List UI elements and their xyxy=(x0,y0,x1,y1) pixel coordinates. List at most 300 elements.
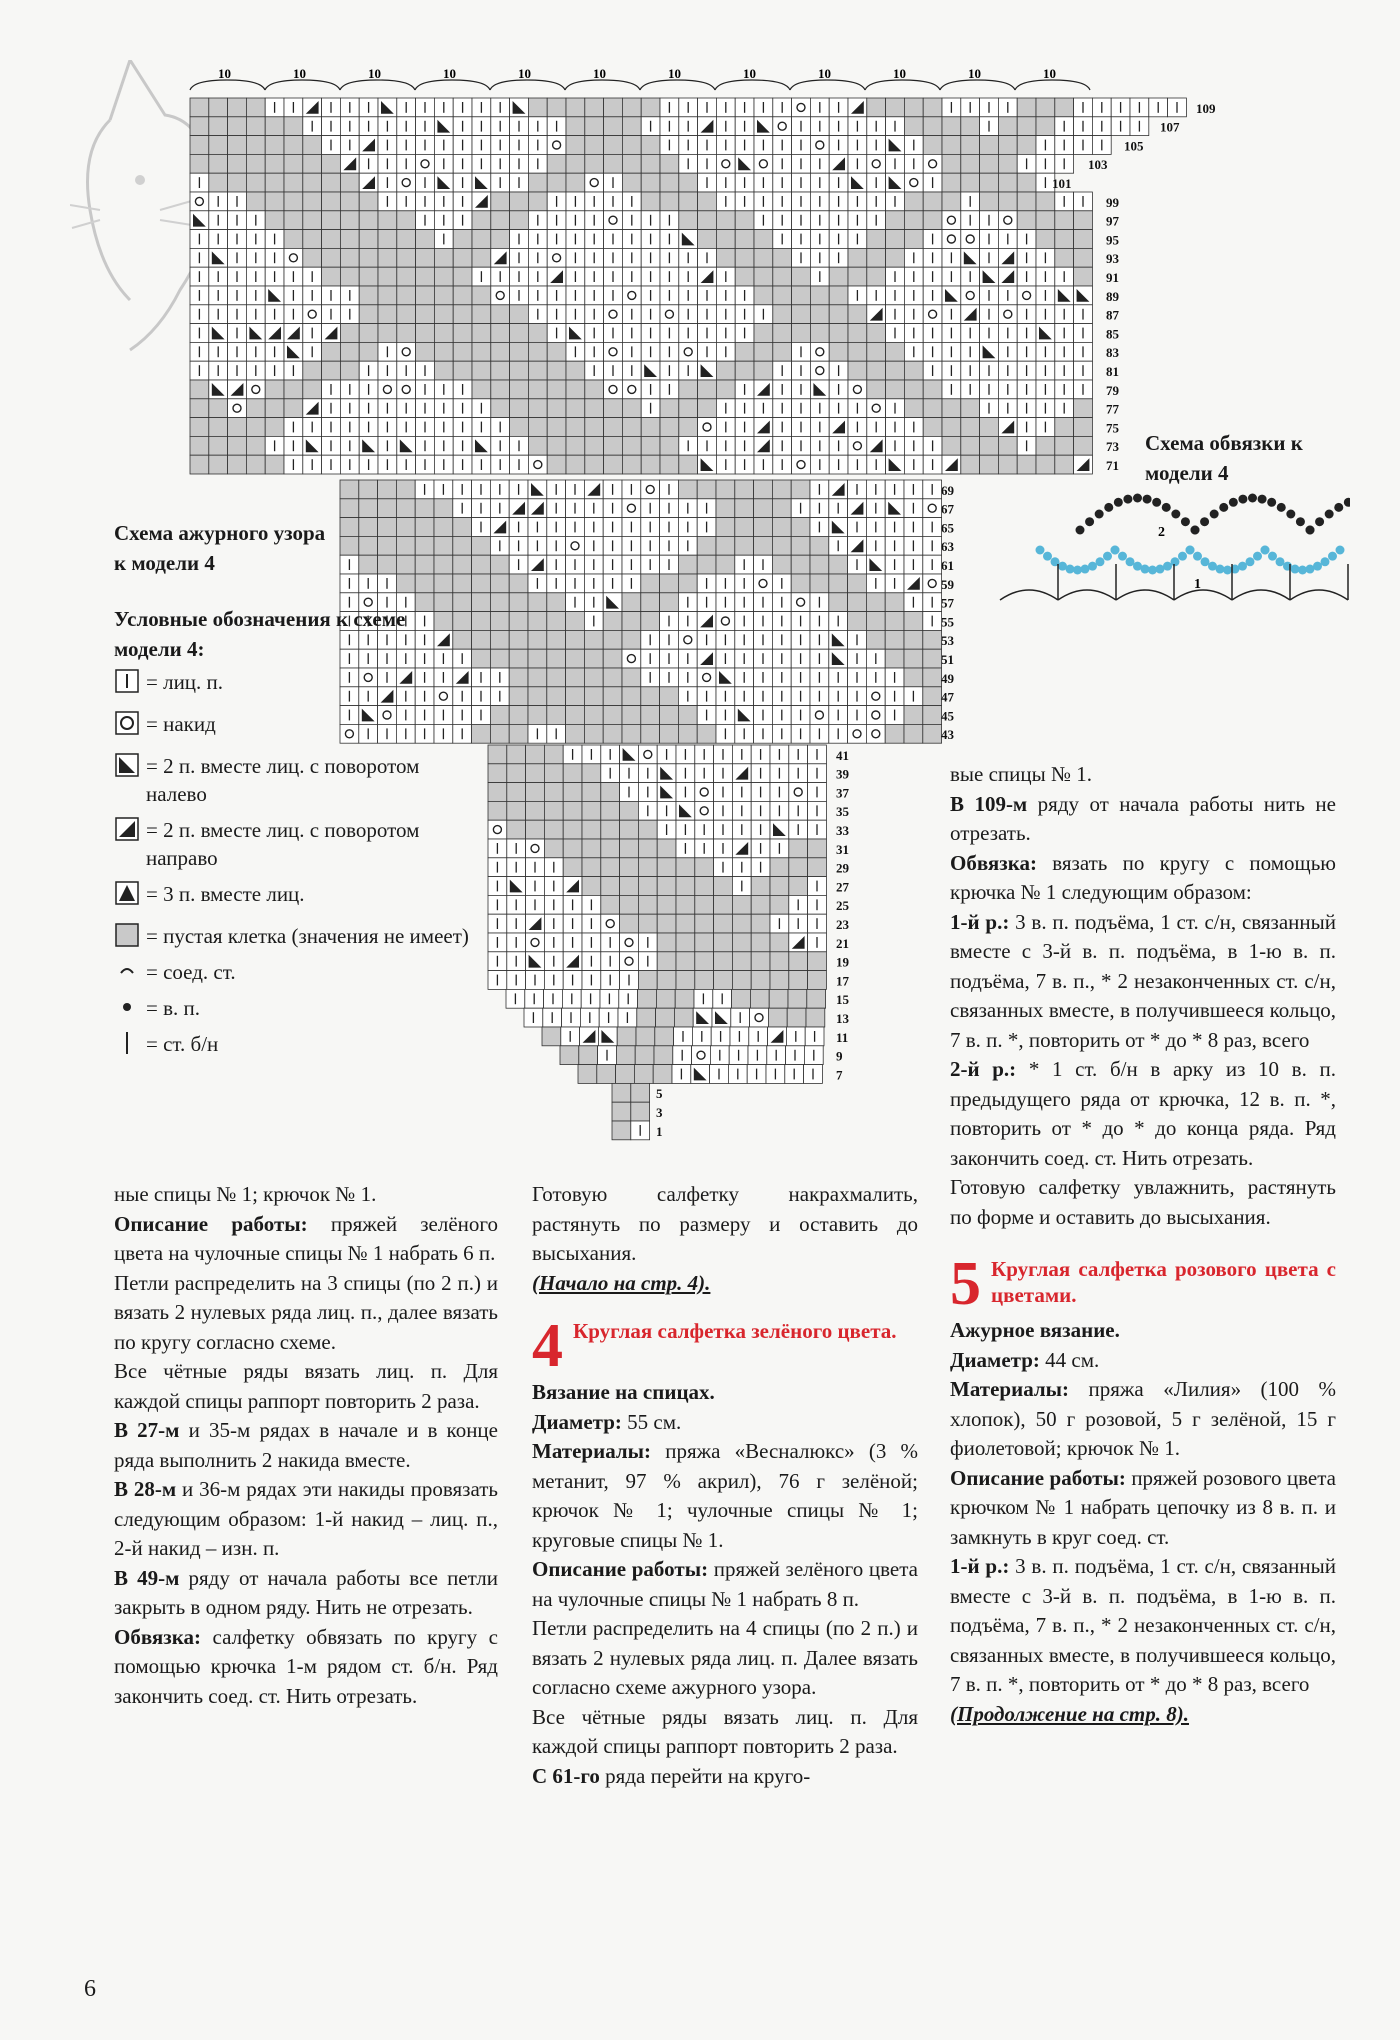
paragraph: В 28-м и 36-м рядах эти накиды провязать следующим образом: 1-й накид – лиц. п., 2-й накид – изн. п. xyxy=(114,1477,498,1560)
chart-cell xyxy=(622,136,641,155)
chart-cell xyxy=(792,98,811,117)
chart-cell xyxy=(754,230,773,249)
chart-cell xyxy=(998,192,1017,211)
chart-cell xyxy=(544,783,563,802)
legend-item xyxy=(114,958,474,986)
row-number-label: 25 xyxy=(836,898,849,914)
model-title: Круглая салфетка зелёного цвета. xyxy=(573,1319,897,1343)
chart-cell xyxy=(453,248,472,267)
chart-cell xyxy=(716,499,735,518)
chart-cell xyxy=(359,499,378,518)
chart-cell xyxy=(601,877,620,896)
chart-cell xyxy=(885,612,904,631)
chart-cell xyxy=(679,173,698,192)
chart-cell xyxy=(770,820,789,839)
chart-cell xyxy=(488,745,507,764)
chart-cell xyxy=(547,593,566,612)
chart-cell xyxy=(697,668,716,687)
chart-cell xyxy=(829,324,848,343)
chart-cell xyxy=(265,399,284,418)
chart-cell xyxy=(434,267,453,286)
chart-cell xyxy=(510,324,529,343)
chart-cell xyxy=(547,98,566,117)
chart-cell xyxy=(246,117,265,136)
chart-cell xyxy=(732,933,751,952)
chart-cell xyxy=(491,286,510,305)
chart-cell xyxy=(810,536,829,555)
row-number-label: 13 xyxy=(836,1011,849,1026)
chart-cell xyxy=(378,230,397,249)
chart-cell xyxy=(1017,117,1036,136)
chart-cell xyxy=(528,173,547,192)
row-number-label: 51 xyxy=(941,652,954,667)
chart-cell xyxy=(923,305,942,324)
chart-cell xyxy=(791,574,810,593)
chart-cell xyxy=(340,154,359,173)
chart-cell xyxy=(942,173,961,192)
chart-cell xyxy=(547,612,566,631)
chart-cell xyxy=(397,380,416,399)
chart-cell xyxy=(660,706,679,725)
chart-cell xyxy=(1074,248,1093,267)
chart-cell xyxy=(303,154,322,173)
chart-cell xyxy=(582,839,601,858)
chart-cell xyxy=(340,499,359,518)
chart-cell xyxy=(867,361,886,380)
chain-stitch-mark xyxy=(1036,546,1045,555)
slip-stitch-mark xyxy=(1058,590,1116,600)
chart-cell xyxy=(472,361,491,380)
chart-cell xyxy=(773,305,792,324)
chart-cell xyxy=(735,480,754,499)
chart-cell xyxy=(582,783,601,802)
chart-cell xyxy=(284,399,303,418)
chart-cell xyxy=(603,612,622,631)
chart-cell xyxy=(810,574,829,593)
row-number-label: 85 xyxy=(1106,326,1119,342)
paragraph: В 49-м ряду от начала работы все петли закрыть в одном ряду. Нить не отрезать. xyxy=(114,1565,499,1619)
chart-cell xyxy=(566,436,585,455)
chart-cell xyxy=(735,518,754,537)
chart-cell xyxy=(620,895,639,914)
chart-cell xyxy=(1055,248,1074,267)
chart-cell xyxy=(980,436,999,455)
chart-cell xyxy=(695,914,714,933)
chain-stitch-mark xyxy=(1328,552,1337,561)
chart-cell xyxy=(340,342,359,361)
chart-cell xyxy=(603,724,622,743)
continuation-link[interactable]: (Начало на стр. 4). xyxy=(532,1270,711,1295)
chart-cell xyxy=(886,342,905,361)
chart-cell xyxy=(885,593,904,612)
chart-cell xyxy=(792,286,811,305)
row-number-label: 95 xyxy=(1106,232,1119,248)
legend-text: = 2 п. вместе лиц. с поворотом направо xyxy=(146,818,420,870)
row-number-label: 87 xyxy=(1106,307,1119,323)
row-number-label: 29 xyxy=(836,860,849,876)
chart-cell xyxy=(566,536,585,555)
chain-stitch-mark xyxy=(1238,562,1247,571)
edging-chain-row-1 xyxy=(1036,546,1345,575)
technique: Вязание на спицах. xyxy=(532,1380,715,1404)
chain-stitch-mark xyxy=(1261,546,1270,555)
chart-cell xyxy=(866,724,885,743)
chart-cell xyxy=(340,518,359,537)
text-column-1 xyxy=(114,1180,498,1711)
paragraph: Петли распределить на 3 спицы (по 2 п.) и вязать 2 нулевых ряда лиц. п., далее вязать по кругу согласно схеме. xyxy=(114,1270,498,1354)
chain-stitch-mark xyxy=(1085,517,1094,526)
chain-stitch-mark xyxy=(1114,498,1123,507)
chart-cell xyxy=(848,574,867,593)
chain-stitch-mark xyxy=(1103,552,1112,561)
chart-cell xyxy=(526,745,545,764)
chart-cell xyxy=(528,455,547,474)
chart-cell xyxy=(697,555,716,574)
chart-cell xyxy=(622,649,641,668)
chart-cell xyxy=(641,593,660,612)
chain-stitch-mark xyxy=(1313,562,1322,571)
chart-cell xyxy=(453,230,472,249)
chart-cell xyxy=(867,248,886,267)
chart-cell xyxy=(566,154,585,173)
row-number-label: 55 xyxy=(941,614,954,630)
chart-cell xyxy=(848,380,867,399)
chart-cell xyxy=(657,839,676,858)
chart-cell xyxy=(773,324,792,343)
chart-cell xyxy=(810,342,829,361)
row-number-label: 67 xyxy=(941,501,954,517)
chain-stitch-mark xyxy=(1181,517,1190,526)
chart-cell xyxy=(732,895,751,914)
chart-cell xyxy=(563,820,582,839)
chart-cell xyxy=(904,724,923,743)
chart-cell xyxy=(601,783,620,802)
chart-cell xyxy=(322,230,341,249)
chart-title: Схема ажурного узора к модели 4 xyxy=(114,521,326,575)
chart-cell xyxy=(491,248,510,267)
chart-cell xyxy=(791,555,810,574)
chart-cell xyxy=(656,989,675,1008)
chart-cell xyxy=(322,267,341,286)
chart-cell xyxy=(322,361,341,380)
chart-cell xyxy=(507,745,526,764)
chart-cell xyxy=(698,380,717,399)
chart-cell xyxy=(1055,211,1074,230)
chart-cell xyxy=(1017,455,1036,474)
chart-cell xyxy=(228,173,247,192)
chart-cell xyxy=(657,933,676,952)
chain-stitch-mark xyxy=(1162,503,1171,512)
row-number-label: 49 xyxy=(941,670,954,686)
chart-cell xyxy=(660,593,679,612)
chart-cell xyxy=(378,555,397,574)
chart-cell xyxy=(641,455,660,474)
chart-cell xyxy=(732,952,751,971)
chart-cell xyxy=(773,117,792,136)
chart-cell xyxy=(190,117,209,136)
ruler-tick-label: 10 xyxy=(593,66,606,81)
chart-cell xyxy=(810,555,829,574)
chart-cell xyxy=(923,98,942,117)
chart-cell xyxy=(904,192,923,211)
chart-cell xyxy=(1055,286,1074,305)
chart-cell xyxy=(378,211,397,230)
chart-cell xyxy=(359,480,378,499)
chart-cell xyxy=(612,1121,631,1140)
chart-cell xyxy=(714,914,733,933)
chart-cell xyxy=(472,342,491,361)
chart-cell xyxy=(528,192,547,211)
ruler-tick-label: 10 xyxy=(368,66,381,81)
chart-cell xyxy=(488,820,507,839)
chart-cell xyxy=(528,361,547,380)
row-number-label: 39 xyxy=(836,766,849,782)
chart-cell xyxy=(579,1046,598,1065)
chart-cell xyxy=(660,455,679,474)
chart-cell xyxy=(641,173,660,192)
chart-cell xyxy=(359,555,378,574)
chart-cell xyxy=(961,436,980,455)
chart-cell xyxy=(378,536,397,555)
text-column-3 xyxy=(950,760,1336,1729)
chart-cell xyxy=(396,555,415,574)
chart-cell xyxy=(547,154,566,173)
chart-cell xyxy=(848,324,867,343)
chart-cell xyxy=(526,783,545,802)
chart-cell xyxy=(620,839,639,858)
chart-cell xyxy=(638,914,657,933)
chart-cell xyxy=(453,267,472,286)
chart-cell xyxy=(397,267,416,286)
chart-cell xyxy=(526,952,545,971)
chart-cell xyxy=(1017,173,1036,192)
legend-item xyxy=(114,1030,474,1058)
chart-cell xyxy=(209,418,228,437)
chart-cell xyxy=(848,305,867,324)
chart-cell xyxy=(622,399,641,418)
chart-cell xyxy=(303,230,322,249)
chart-cell xyxy=(490,593,509,612)
chart-cell xyxy=(566,612,585,631)
row-number-label: 63 xyxy=(941,539,954,555)
chart-cell xyxy=(340,536,359,555)
chain-stitch-mark xyxy=(1344,498,1350,507)
chart-cell xyxy=(340,267,359,286)
chart-cell xyxy=(604,305,623,324)
chart-cell xyxy=(772,499,791,518)
chart-cell xyxy=(434,248,453,267)
chart-cell xyxy=(563,858,582,877)
chart-cell xyxy=(638,989,657,1008)
chart-cell xyxy=(604,436,623,455)
chart-cell xyxy=(322,173,341,192)
chart-cell xyxy=(434,518,453,537)
chart-cell xyxy=(617,1027,636,1046)
chart-cell xyxy=(322,192,341,211)
continuation-link[interactable]: (Продолжение на стр. 8). xyxy=(950,1701,1189,1726)
chart-cell xyxy=(641,724,660,743)
chart-cell xyxy=(528,668,547,687)
chart-cell xyxy=(544,801,563,820)
chart-cell xyxy=(396,518,415,537)
chain-stitch-mark xyxy=(1193,552,1202,561)
chart-cell xyxy=(1074,418,1093,437)
row-number-label: 37 xyxy=(836,785,849,801)
paragraph: Описание работы: пряжей зелёного цвета на чулочные спицы № 1 набрать 6 п. xyxy=(114,1211,499,1265)
legend-text: = 3 п. вместе лиц. xyxy=(146,882,305,906)
chart-cell xyxy=(616,1065,635,1084)
chart-cell xyxy=(507,820,526,839)
chart-cell xyxy=(620,820,639,839)
chart-cell xyxy=(416,324,435,343)
chart-cell xyxy=(638,895,657,914)
chart-cell xyxy=(980,455,999,474)
chart-cell xyxy=(507,783,526,802)
chart-cell xyxy=(284,117,303,136)
chart-cell xyxy=(547,173,566,192)
chart-cell xyxy=(1036,117,1055,136)
chart-cell xyxy=(1036,211,1055,230)
chart-cell xyxy=(190,192,209,211)
chart-cell xyxy=(867,267,886,286)
chart-cell xyxy=(654,1046,673,1065)
paragraph: Готовую салфетку увлажнить, растянуть по форме и оставить до высыхания. xyxy=(950,1175,1336,1229)
chart-cell xyxy=(472,649,491,668)
row-number-label: 1 xyxy=(656,1123,663,1139)
chart-cell xyxy=(714,971,733,990)
chart-cell xyxy=(434,305,453,324)
legend-text: = накид xyxy=(146,712,216,736)
chain-stitch-mark xyxy=(1219,503,1228,512)
chart-cell xyxy=(904,117,923,136)
chart-cell xyxy=(265,192,284,211)
chain-stitch-mark xyxy=(1171,557,1180,566)
chart-cell xyxy=(1074,230,1093,249)
chart-cell xyxy=(510,399,529,418)
chart-cell xyxy=(434,574,453,593)
chart-cell xyxy=(547,687,566,706)
chart-cell xyxy=(526,839,545,858)
row-number-label: 7 xyxy=(836,1067,843,1083)
chain-stitch-mark xyxy=(1277,503,1286,512)
chart-cell xyxy=(751,914,770,933)
left-decrease-icon xyxy=(114,752,140,778)
chart-cell xyxy=(415,574,434,593)
chart-cell xyxy=(961,305,980,324)
chart-cell xyxy=(1074,267,1093,286)
chart-cell xyxy=(601,801,620,820)
row-number-label: 73 xyxy=(1106,439,1119,455)
chart-cell xyxy=(829,154,848,173)
chart-cell xyxy=(655,1027,674,1046)
chart-cell xyxy=(510,192,529,211)
slip-stitch-mark xyxy=(1174,590,1232,600)
paragraph: 2-й р.: * 1 ст. б/н в арку из 10 в. п. предыдущего ряда от крючка, 12 в. п. *, повторить от * до * до конца ряда. Ряд закончить соед. ст. Нить отрезать. xyxy=(950,1057,1336,1170)
chart-cell xyxy=(544,839,563,858)
chart-cell xyxy=(209,248,228,267)
ruler-bracket xyxy=(940,80,1015,90)
chart-cell xyxy=(641,136,660,155)
chart-cell xyxy=(284,211,303,230)
row-number-label: 3 xyxy=(656,1105,663,1120)
chart-cell xyxy=(641,154,660,173)
row-number-label: 59 xyxy=(941,576,954,592)
chart-cell xyxy=(509,649,528,668)
legend-text: = лиц. п. xyxy=(146,670,224,694)
chart-cell xyxy=(791,593,810,612)
chart-cell xyxy=(434,499,453,518)
slip-stitch-mark xyxy=(1290,590,1348,600)
chart-cell xyxy=(622,630,641,649)
chart-cell xyxy=(866,612,885,631)
chart-cell xyxy=(698,211,717,230)
ruler-bracket xyxy=(715,80,790,90)
chart-cell xyxy=(434,342,453,361)
chart-cell xyxy=(716,154,735,173)
chart-cell xyxy=(923,499,942,518)
chart-cell xyxy=(622,173,641,192)
chart-cell xyxy=(284,380,303,399)
chart-cell xyxy=(657,877,676,896)
chart-cell xyxy=(528,649,547,668)
chart-cell xyxy=(829,286,848,305)
chart-cell xyxy=(770,895,789,914)
paragraph: 1-й р.: 3 в. п. подъёма, 1 ст. с/н, связанный вместе с 3-й в. п. подъёма, в 1-ю в. п. подъёма, 7 в. п., * 2 незаконченных ст. с/н, связанных вместе, в получившееся кольцо, 7 в. п. *, повторить от * до * 8 раз, всего xyxy=(950,909,1336,1052)
chart-cell xyxy=(415,555,434,574)
chart-cell xyxy=(942,418,961,437)
chain-stitch-mark xyxy=(1315,517,1324,526)
chart-cell xyxy=(754,361,773,380)
chart-cell xyxy=(789,839,808,858)
chart-cell xyxy=(695,971,714,990)
chart-cell xyxy=(488,783,507,802)
chart-cell xyxy=(284,342,303,361)
chart-cell xyxy=(886,248,905,267)
chart-cell xyxy=(716,361,735,380)
chart-cell xyxy=(923,630,942,649)
chart-cell xyxy=(848,436,867,455)
chart-cell xyxy=(923,668,942,687)
chart-cell xyxy=(750,1008,769,1027)
chart-cell xyxy=(791,518,810,537)
chart-cell xyxy=(507,764,526,783)
chart-cell xyxy=(678,630,697,649)
chart-cell xyxy=(754,574,773,593)
chart-cell xyxy=(980,136,999,155)
chart-cell xyxy=(604,98,623,117)
chart-cell xyxy=(303,192,322,211)
paragraph: вые спицы № 1. xyxy=(950,762,1093,786)
chain-stitch-mark xyxy=(1076,526,1085,535)
chart-cell xyxy=(676,933,695,952)
model-title: Круглая салфетка розового цвета с цветами. xyxy=(991,1257,1336,1307)
chart-cell xyxy=(679,399,698,418)
paragraph: ные спицы № 1; крючок № 1. xyxy=(114,1182,377,1206)
chart-cell xyxy=(641,612,660,631)
ruler-bracket xyxy=(790,80,865,90)
chart-cell xyxy=(810,286,829,305)
chart-cell xyxy=(810,706,829,725)
chart-cell xyxy=(622,499,641,518)
chart-cell xyxy=(769,989,788,1008)
chart-cell xyxy=(848,267,867,286)
row-number-label: 15 xyxy=(836,992,849,1008)
chart-cell xyxy=(716,380,735,399)
chart-cell xyxy=(866,555,885,574)
chart-cell xyxy=(695,933,714,952)
legend-text: = соед. ст. xyxy=(146,960,236,984)
chart-cell xyxy=(526,801,545,820)
